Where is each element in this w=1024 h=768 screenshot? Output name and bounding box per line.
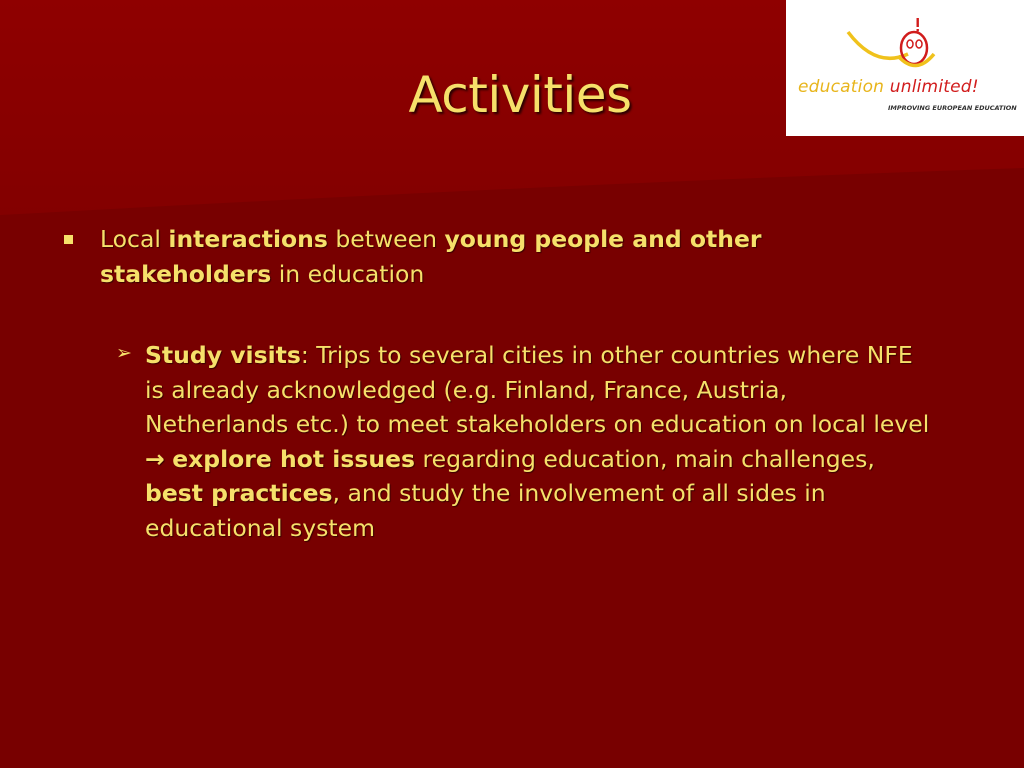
bullet2-text-4: explore hot issues	[172, 444, 415, 473]
square-bullet-icon	[64, 235, 73, 244]
bullet2-text-2: : Trips to several cities in other countries where NFE is already acknowledged (e.g. Finland, France, Austria, Netherlands etc.) to meet stakeholders on education on local level	[145, 341, 930, 438]
bullet1-text-3: between	[327, 225, 445, 253]
bullet2-text-5: regarding education, main challenges,	[415, 444, 875, 473]
bullet2-text-6: best practices	[145, 479, 333, 507]
bullet1-text-2: interactions	[168, 225, 328, 253]
logo-word-education: education	[798, 77, 885, 97]
slide-title: Activities	[408, 66, 632, 124]
logo-wordmark	[798, 77, 979, 97]
bullet1-text-1: Local	[100, 225, 169, 253]
bullet-local-interactions	[100, 222, 840, 291]
arrowhead-bullet-icon: ➢	[116, 342, 132, 364]
logo-tagline: IMPROVING EUROPEAN EDUCATION	[888, 104, 1017, 112]
bullet-study-visits	[145, 338, 935, 545]
logo-word-unlimited: unlimited!	[884, 77, 979, 97]
bullet1-text-5: in education	[271, 259, 425, 288]
right-arrow-icon: →	[145, 444, 165, 473]
education-unlimited-logo	[786, 0, 1024, 136]
face-logo-icon	[846, 14, 946, 74]
bullet2-text-1: Study visits	[145, 341, 301, 369]
bullet2-text-7: , and study the involvement of all sides in educational system	[145, 479, 826, 542]
bullet1-text-4: young people and other stakeholders	[100, 225, 762, 288]
